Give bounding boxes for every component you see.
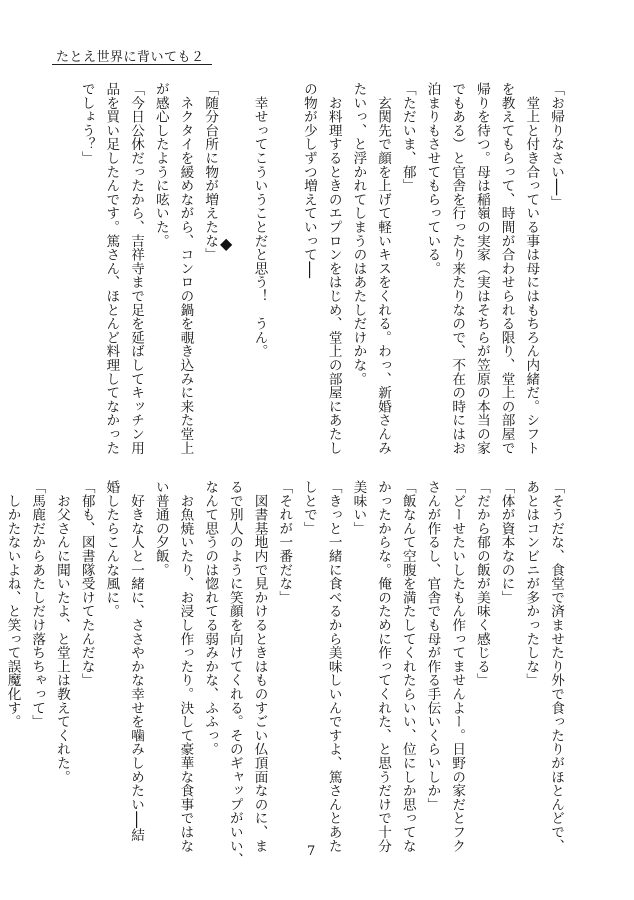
text-line: しとで」 [300, 480, 317, 536]
text-line: 「体が資本なのに」 [498, 480, 515, 605]
text-line: 美味い」 [350, 480, 367, 536]
page-number: 7 [307, 844, 316, 859]
text-line: 「ただいま、郁」 [399, 82, 416, 193]
text-line: 「そうだな、食堂で済ませたり外で食ったりがほとんどで、 [548, 480, 564, 853]
text-line: でしょう？」 [78, 82, 95, 165]
text-line: 玄関先で顔を上げて軽いキスをくれる。わっ、新婚さんみ [375, 82, 392, 455]
text-line: あとはコンビニが多かったしな」 [523, 480, 540, 687]
text-line: 「お帰りなさい──」 [548, 82, 564, 210]
text-line: い普通の夕飯。 [152, 480, 169, 577]
text-line: 品を買い足したんです。篤さん、ほとんど料理してなかった [103, 82, 120, 455]
text-line: しかたないよね、と笑って誤魔化す。 [4, 480, 21, 729]
text-line: お魚焼いたり、お浸し作ったり。決して豪華な食事ではな [177, 480, 194, 853]
text-line: なんて思うのは惚れてる弱みかな、ふふっ。 [202, 480, 219, 756]
text-line: ネクタイを緩めながら、コンロの鍋を覗き込みに来た堂上 [177, 82, 194, 455]
text-line: 「随分台所に物が増えたな」 [202, 82, 219, 262]
text-line: たいっ、と浮かれてしまうのはあたしだけかな。 [350, 82, 367, 386]
text-line: 好きな人と一緒に、ささやかな幸せを噛みしめたい──結 [128, 480, 145, 842]
text-line: さんが作るし、官舎でも母が作る手伝いくらいしか」 [424, 480, 441, 812]
text-line: お料理するときのエプロンをはじめ、堂上の部屋にあたし [325, 82, 342, 455]
text-line: の物が少しずつ増えていって── [300, 82, 317, 279]
text-line: 「それが一番だな」 [276, 480, 293, 605]
text-line: 「どーせたいしたもん作ってませんよー。日野の家だとフク [449, 480, 466, 853]
text-line: 堂上と付き合っている事は母にはもちろん内緒だ。シフト [523, 82, 540, 455]
running-header: たとえ世界に背いても２ [56, 50, 205, 65]
text-line: 「きっと一緒に食べるから美味しいんですよ、篤さんとあた [325, 480, 342, 853]
upper-text-block [74, 82, 568, 455]
text-line: 幸せってこういうことだと思う！ うん。 [251, 82, 268, 358]
lower-text-block [0, 480, 568, 867]
text-line: 「飯なんて空腹を満たしてくれたらいい、位にしか思ってな [399, 480, 416, 853]
text-line: 泊まりもさせてもらっている。 [424, 82, 441, 276]
header-underline [52, 64, 212, 65]
text-line: 「今日公休だったから、吉祥寺まで足を延ばしてキッチン用 [128, 82, 145, 455]
text-line: 帰りを待つ。母は稲嶺の実家（実はそちらが笠原の本当の家 [473, 82, 490, 455]
text-line: 図書基地内で見かけるときはものすごい仏頂面なのに、ま [251, 480, 268, 853]
text-line: 「郁も、図書隊受けてたんだな」 [78, 480, 95, 687]
text-line: 「だから郁の飯が美味く感じる」 [473, 480, 490, 687]
section-break-diamond-icon: ◆ [220, 234, 233, 253]
text-line: お父さんに聞いたよ、と堂上は教えてくれた。 [53, 480, 70, 784]
text-line: でもある）と官舎を行ったり来たりなので、不在の時にはお [449, 82, 466, 455]
text-line: を教えてもらって、時間が合わせられる限り、堂上の部屋で [498, 82, 515, 455]
text-line: 婚したらこんな風に。 [103, 480, 120, 618]
text-line: が感心したように呟いた。 [152, 82, 169, 248]
text-line: るで別人のように笑顔を向けてくれる。そのギャップがいい、 [226, 480, 243, 867]
text-line: かったからな。俺のために作ってくれた、と思うだけで十分 [375, 480, 392, 853]
text-line [272, 82, 297, 400]
text-line: 「馬鹿だからあたしだけ落ちちゃって」 [29, 480, 46, 729]
